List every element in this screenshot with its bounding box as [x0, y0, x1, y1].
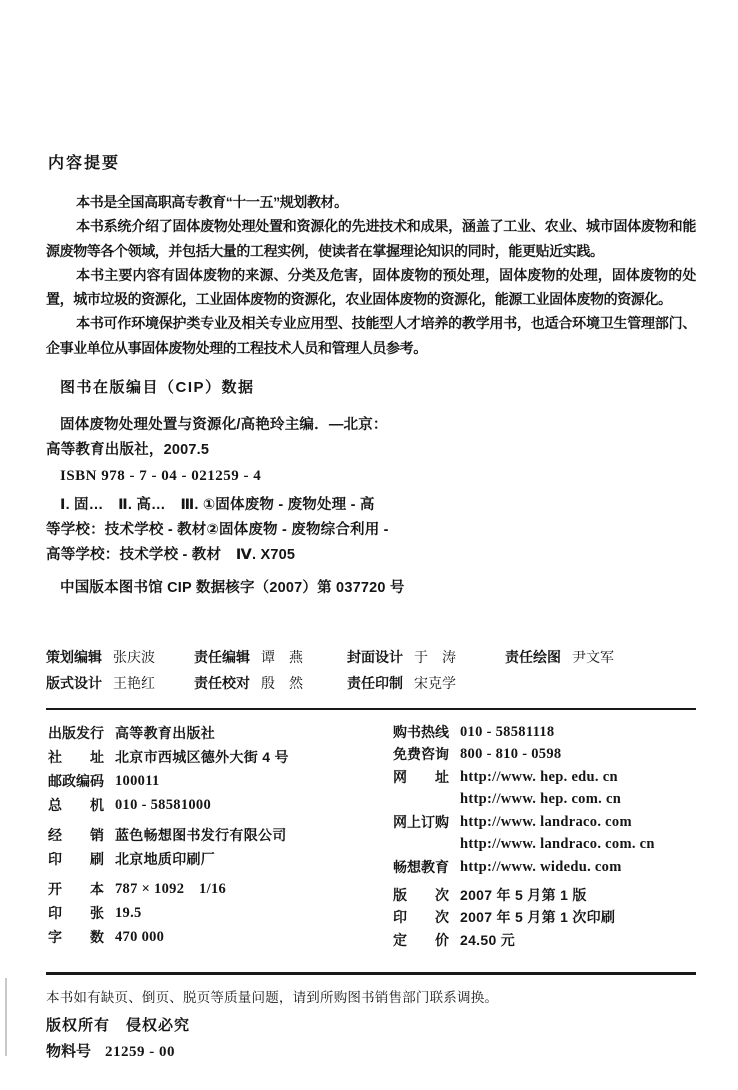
cip-class-line: Ⅰ. 固… Ⅱ. 高… Ⅲ. ①固体废物 - 废物处理 - 高	[60, 497, 375, 514]
pub-row	[393, 721, 696, 743]
pub-value: 蓝色畅想图书发行有限公司	[115, 827, 287, 844]
pub-label: 印 次	[393, 909, 449, 926]
credit-name: 谭 燕	[261, 649, 303, 666]
summary-section	[46, 150, 696, 360]
pub-value: 北京市西城区德外大街 4 号	[115, 749, 289, 766]
cip-class-line: 等学校：技术学校 - 教材②固体废物 - 废物综合利用 -	[46, 522, 389, 539]
pub-label: 总 机	[48, 797, 104, 814]
cip-title-line: 固体废物处理处置与资源化/高艳玲主编．—北京：	[60, 417, 388, 434]
pub-url: http://www. widedu. com	[460, 858, 622, 875]
pub-row	[393, 929, 696, 951]
pub-row	[393, 906, 696, 928]
pub-label: 印 刷	[48, 851, 104, 868]
pub-row	[48, 721, 393, 745]
pub-label: 经 销	[48, 827, 104, 844]
pub-row	[48, 823, 393, 847]
summary-paragraph: 本书可作环境保护类专业及相关专业应用型、技能型人才培养的教学用书，也适合环境卫生管理部门、企事业单位从事固体废物处理的工程技术人员和管理人员参考。	[46, 315, 696, 356]
pub-value: 2007 年 5 月第 1 次印刷	[460, 909, 616, 926]
pub-value: 100011	[115, 773, 160, 790]
pub-value: 010 - 58581000	[115, 797, 212, 814]
pub-url: http://www. landraco. com. cn	[460, 836, 655, 853]
credit-role: 策划编辑	[46, 649, 102, 666]
credit-name: 宋克学	[414, 675, 456, 692]
credit-item	[46, 671, 194, 696]
credit-role: 封面设计	[347, 649, 403, 666]
pub-label: 字 数	[48, 929, 104, 946]
pub-row	[48, 925, 393, 949]
credit-role: 责任印制	[347, 675, 403, 692]
pub-row	[393, 884, 696, 906]
credit-name: 尹文军	[572, 649, 614, 666]
cip-section	[46, 376, 696, 601]
pub-row	[48, 769, 393, 793]
credit-name: 殷 然	[261, 675, 303, 692]
summary-paragraph: 本书系统介绍了固体废物处理处置和资源化的先进技术和成果，涵盖了工业、农业、城市固体废物和能源废物等各个领域，并包括大量的工程实例，使读者在掌握理论知识的同时，能更贴近实践。	[46, 218, 696, 259]
pub-value: 高等教育出版社	[115, 725, 216, 742]
pub-row	[48, 877, 393, 901]
pub-url: http://www. hep. com. cn	[460, 791, 622, 808]
pub-row	[393, 856, 696, 878]
pub-label: 畅想教育	[393, 858, 449, 875]
pub-label: 购书热线	[393, 724, 449, 741]
publication-info-section	[46, 710, 696, 960]
publication-info-right-column	[393, 721, 696, 951]
pub-label: 网 址	[393, 768, 449, 785]
summary-heading: 内容提要	[48, 155, 121, 172]
credit-role: 责任绘图	[505, 649, 561, 666]
publication-info-left-column	[48, 721, 393, 951]
cip-publisher-line: 高等教育出版社，2007.5	[46, 442, 210, 459]
quality-note: 本书如有缺页、倒页、脱页等质量问题，请到所购图书销售部门联系调换。	[46, 990, 499, 1006]
pub-value: 2007 年 5 月第 1 版	[460, 886, 587, 903]
pub-row	[393, 833, 696, 855]
pub-value: 24.50 元	[460, 931, 516, 948]
credit-name: 王艳红	[113, 675, 155, 692]
footer-section	[46, 975, 696, 1065]
credit-item	[46, 645, 194, 670]
pub-label: 开 本	[48, 881, 104, 898]
pub-value: 19.5	[115, 905, 142, 922]
pub-value: 北京地质印刷厂	[115, 851, 216, 868]
pub-label	[393, 833, 451, 855]
pub-value: 010 - 58581118	[460, 724, 555, 741]
pub-row	[393, 788, 696, 810]
summary-paragraph: 本书是全国高职高专教育“十一五”规划教材。	[76, 194, 348, 210]
cip-heading: 图书在版编目（CIP）数据	[60, 379, 255, 397]
pub-label: 社 址	[48, 749, 104, 766]
credit-name: 张庆波	[113, 649, 155, 666]
credits-section	[46, 645, 696, 696]
cip-class-line: 高等学校：技术学校 - 教材 Ⅳ. X705	[46, 547, 296, 564]
cip-record-line: 中国版本图书馆 CIP 数据核字（2007）第 037720 号	[60, 580, 405, 597]
summary-paragraph: 本书主要内容有固体废物的来源、分类及危害，固体废物的预处理，固体废物的处理，固体废物的处置，城市垃圾的资源化，工业固体废物的资源化，农业固体废物的资源化，能源工业固体废物的资源化。	[46, 266, 696, 308]
pub-value: 800 - 810 - 0598	[460, 746, 562, 763]
pub-label: 网上订购	[393, 813, 449, 830]
credit-item	[505, 645, 696, 670]
material-number-label: 物料号	[46, 1043, 92, 1061]
pub-value: 470 000	[115, 929, 165, 946]
pub-label	[393, 788, 451, 810]
pub-row	[393, 743, 696, 765]
pub-url: http://www. hep. edu. cn	[460, 768, 618, 785]
pub-label: 邮政编码	[48, 773, 104, 790]
pub-label: 版 次	[393, 886, 449, 903]
credit-item	[347, 671, 505, 696]
pub-row	[48, 901, 393, 925]
credit-item	[194, 671, 347, 696]
pub-row	[48, 793, 393, 817]
credit-role: 责任编辑	[194, 649, 250, 666]
credit-item	[347, 645, 505, 670]
pub-label: 出版发行	[48, 725, 104, 742]
pub-label: 免费咨询	[393, 746, 449, 763]
material-number-line	[46, 1039, 696, 1065]
credit-name: 于 涛	[414, 649, 456, 666]
pub-label: 定 价	[393, 931, 449, 948]
material-number-value: 21259 - 00	[105, 1044, 176, 1061]
copyright-statement: 版权所有 侵权必究	[46, 1017, 191, 1035]
credit-role: 版式设计	[46, 675, 102, 692]
pub-row	[393, 811, 696, 833]
pub-row	[48, 847, 393, 871]
pub-value: 787 × 1092 1/16	[115, 881, 227, 898]
credit-item	[194, 645, 347, 670]
credit-role: 责任校对	[194, 675, 250, 692]
pub-row	[393, 766, 696, 788]
pub-row	[48, 745, 393, 769]
cip-isbn-line: ISBN 978 - 7 - 04 - 021259 - 4	[60, 468, 262, 485]
scan-edge-artifact	[5, 978, 7, 1056]
pub-label: 印 张	[48, 905, 104, 922]
pub-url: http://www. landraco. com	[460, 813, 632, 830]
